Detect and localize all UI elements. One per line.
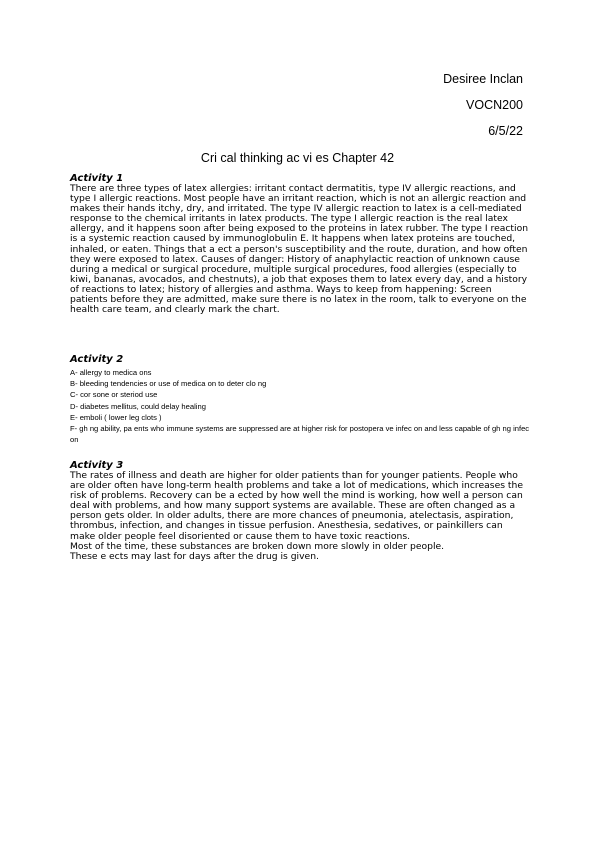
activity-3-heading: Activity 3 xyxy=(70,460,124,471)
activity-2-list xyxy=(70,367,530,445)
activity-1-text: There are three types of latex allergies: irritant contact dermatitis, type IV allergic reactions, and type I allergic reactions. Most people have an irritant reaction, which is not an allergic reaction and makes their hands itchy, dry, and irritated. The type IV allergic reaction to latex is a cell-mediated response to the chemical irritants in latex products. The type I allergic reaction is the real latex allergy, and it happens soon after being exposed to the proteins in latex rubber. The type I reaction is a systemic reaction caused by immunoglobulin E. It happens when latex proteins are touched, inhaled, or eaten. Things that a ect a person's susceptibility and the route, duration, and how often they were exposed to latex. Causes of danger: History of anaphylactic reaction of unknown cause during a medical or surgical procedure, multiple surgical procedures, food allergies (especially to kiwi, bananas, avocados, and chestnuts), a job that exposes them to latex every day, and a history of reactions to latex; history of allergies and asthma. Ways to keep from happening: Screen patients before they are admitted, make sure there is no latex in the room, talk to everyone on the health care team, and clearly mark the chart. xyxy=(70,183,529,316)
activity-2-heading: Activity 2 xyxy=(70,354,124,365)
list-item: E- emboli ( lower leg clots ) xyxy=(70,412,162,422)
activity-1-section xyxy=(70,173,530,315)
activity-3-line-2: Most of the time, these substances are broken down more slowly in older people. xyxy=(70,540,445,552)
activity-3-text: The rates of illness and death are higher for older patients than for younger patients. People who are older often have long-term health problems and take a lot of medications, which increases the risk of problems. Recovery can be a ected by how well the mind is working, how well a person can deal with problems, and how many support systems are available. These are often changed as a person gets older. In older adults, there are more chances of pneumonia, atelectasis, aspiration, thrombus, infection, and changes in tissue perfusion. Anesthesia, sedatives, or painkillers can make older people feel disoriented or cause them to have toxic reactions. xyxy=(70,470,524,542)
list-item: B- bleeding tendencies or use of medica on to deter clo ng xyxy=(70,379,267,389)
list-item: C- cor sone or steriod use xyxy=(70,390,158,400)
page-title: Cri cal thinking ac vi es Chapter 42 xyxy=(200,151,395,165)
activity-3-section xyxy=(70,460,530,562)
document-date: 6/5/22 xyxy=(488,124,523,138)
activity-1-heading: Activity 1 xyxy=(70,173,124,184)
author-name: Desiree Inclan xyxy=(443,72,523,86)
course-code: VOCN200 xyxy=(466,98,523,112)
activity-2-section xyxy=(70,354,530,445)
activity-3-line-3: These e ects may last for days after the drug is given. xyxy=(70,550,319,562)
list-item: A- allergy to medica ons xyxy=(70,368,152,377)
list-item: F- gh ng ability, pa ents who immune systems are suppressed are at higher risk for postopera ve infec on and less capable of gh ng infec on xyxy=(70,424,530,445)
list-item: D- diabetes mellitus, could delay healing xyxy=(70,401,206,411)
